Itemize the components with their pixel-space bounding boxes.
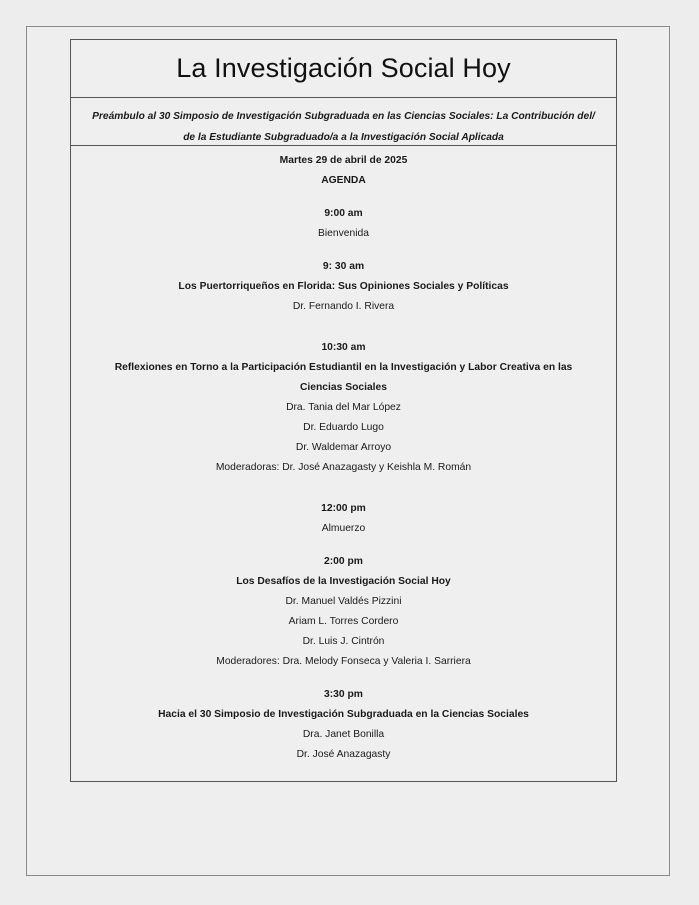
session-moderators: Moderadoras: Dr. José Anazagasty y Keishla M. Román — [215, 462, 472, 473]
session-5 — [71, 552, 616, 672]
session-person: Bienvenida — [318, 228, 369, 239]
document-page — [26, 26, 670, 876]
event-date: Martes 29 de abril de 2025 — [279, 155, 408, 166]
agenda-label: AGENDA — [321, 175, 366, 186]
session-3 — [71, 338, 616, 478]
session-person: Dr. Waldemar Arroyo — [295, 442, 392, 453]
session-title: Los Desafíos de la Investigación Social Hoy — [236, 576, 451, 587]
session-6 — [71, 685, 616, 765]
title-box — [71, 40, 616, 98]
session-time: 9:00 am — [324, 208, 363, 219]
preamble-line-1: Preámbulo al 30 Simposio de Investigación Subgraduada en las Ciencias Sociales: La Contribución del/ — [92, 111, 595, 122]
session-time: 3:30 pm — [324, 689, 363, 700]
session-person: Dr. Manuel Valdés Pizzini — [285, 596, 402, 607]
session-title: Reflexiones en Torno a la Participación Estudiantil en la Investigación y Labor Creativa en las — [114, 362, 573, 373]
preamble-line-2: de la Estudiante Subgraduado/a a la Investigación Social Aplicada — [183, 132, 504, 143]
session-person: Dra. Janet Bonilla — [302, 729, 385, 740]
session-moderators: Moderadores: Dra. Melody Fonseca y Valeria I. Sarriera — [216, 656, 471, 667]
session-time: 2:00 pm — [324, 556, 363, 567]
session-time: 12:00 pm — [321, 503, 366, 514]
session-title: Los Puertorriqueños en Florida: Sus Opiniones Sociales y Políticas — [178, 281, 509, 292]
session-person: Almuerzo — [321, 523, 366, 534]
preamble-box — [71, 98, 616, 146]
session-4 — [71, 499, 616, 539]
session-title: Ciencias Sociales — [299, 382, 387, 393]
session-person: Dra. Tania del Mar López — [286, 402, 401, 413]
agenda-frame — [70, 39, 617, 782]
session-person: Dr. Luis J. Cintrón — [302, 636, 385, 647]
session-person: Dr. Eduardo Lugo — [303, 422, 384, 433]
session-time: 9: 30 am — [322, 261, 365, 272]
session-title: Hacia el 30 Simposio de Investigación Subgraduada en la Ciencias Sociales — [158, 709, 529, 720]
session-person: Dr. José Anazagasty — [296, 749, 391, 760]
agenda-body — [71, 146, 616, 765]
session-2 — [71, 257, 616, 317]
session-person: Dr. Fernando I. Rivera — [292, 301, 395, 312]
page-title: La Investigación Social Hoy — [176, 53, 511, 83]
session-time: 10:30 am — [321, 342, 366, 353]
session-person: Ariam L. Torres Cordero — [288, 616, 399, 627]
session-1 — [71, 204, 616, 244]
